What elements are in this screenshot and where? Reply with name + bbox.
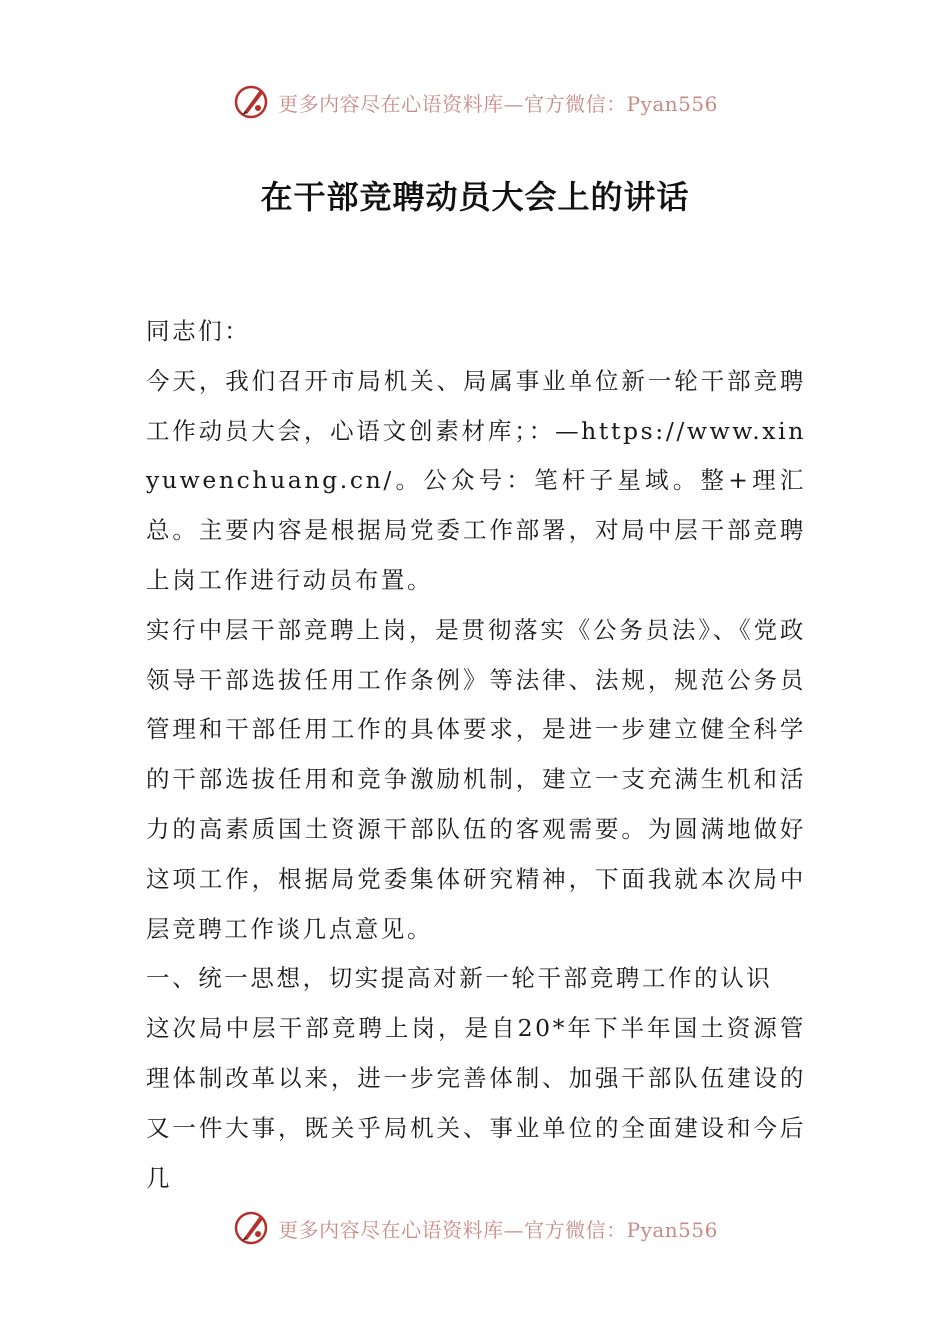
paragraph: 实行中层干部竞聘上岗，是贯彻落实《公务员法》、《党政领导干部选拔任用工作条例》等法律、法规，规范公务员管理和干部任用工作的具体要求，是进一步建立健全科学的干部选拔任用和竞争激励机制，建立一支充满生机和活力的高素质国土资源干部队伍的客观需要。为圆满地做好这项工作，根据局党委集体研究精神，下面我就本次局中层竞聘工作谈几点意见。 [146, 615, 806, 943]
watermark-banner-top [0, 80, 950, 124]
salutation: 同志们： [146, 317, 251, 345]
watermark-text: 更多内容尽在心语资料库—官方微信：Pyan556 [278, 1217, 718, 1242]
watermark-text: 更多内容尽在心语资料库—官方微信：Pyan556 [278, 91, 718, 116]
paragraph: 今天，我们召开市局机关、局属事业单位新一轮干部竞聘工作动员大会，心语文创素材库；：—https://www.xinyuwenchuang.cn/。公众号：笔杆子星域。整+理汇总。主要内容是根据局党委工作部署，对局中层干部竞聘上岗工作进行动员布置。 [146, 366, 806, 594]
pen-circle-logo-icon [232, 82, 272, 122]
document-title: 在干部竞聘动员大会上的讲话 [260, 178, 690, 216]
paragraph: 这次局中层干部竞聘上岗，是自20*年下半年国土资源管理体制改革以来，进一步完善体制、加强干部队伍建设的又一件大事，既关乎局机关、事业单位的全面建设和今后几 [146, 1014, 806, 1192]
watermark-banner-bottom [0, 1206, 950, 1250]
section-heading: 一、统一思想，切实提高对新一轮干部竞聘工作的认识 [146, 964, 773, 993]
pen-circle-logo-icon [232, 1208, 272, 1248]
document-body [146, 307, 806, 1203]
